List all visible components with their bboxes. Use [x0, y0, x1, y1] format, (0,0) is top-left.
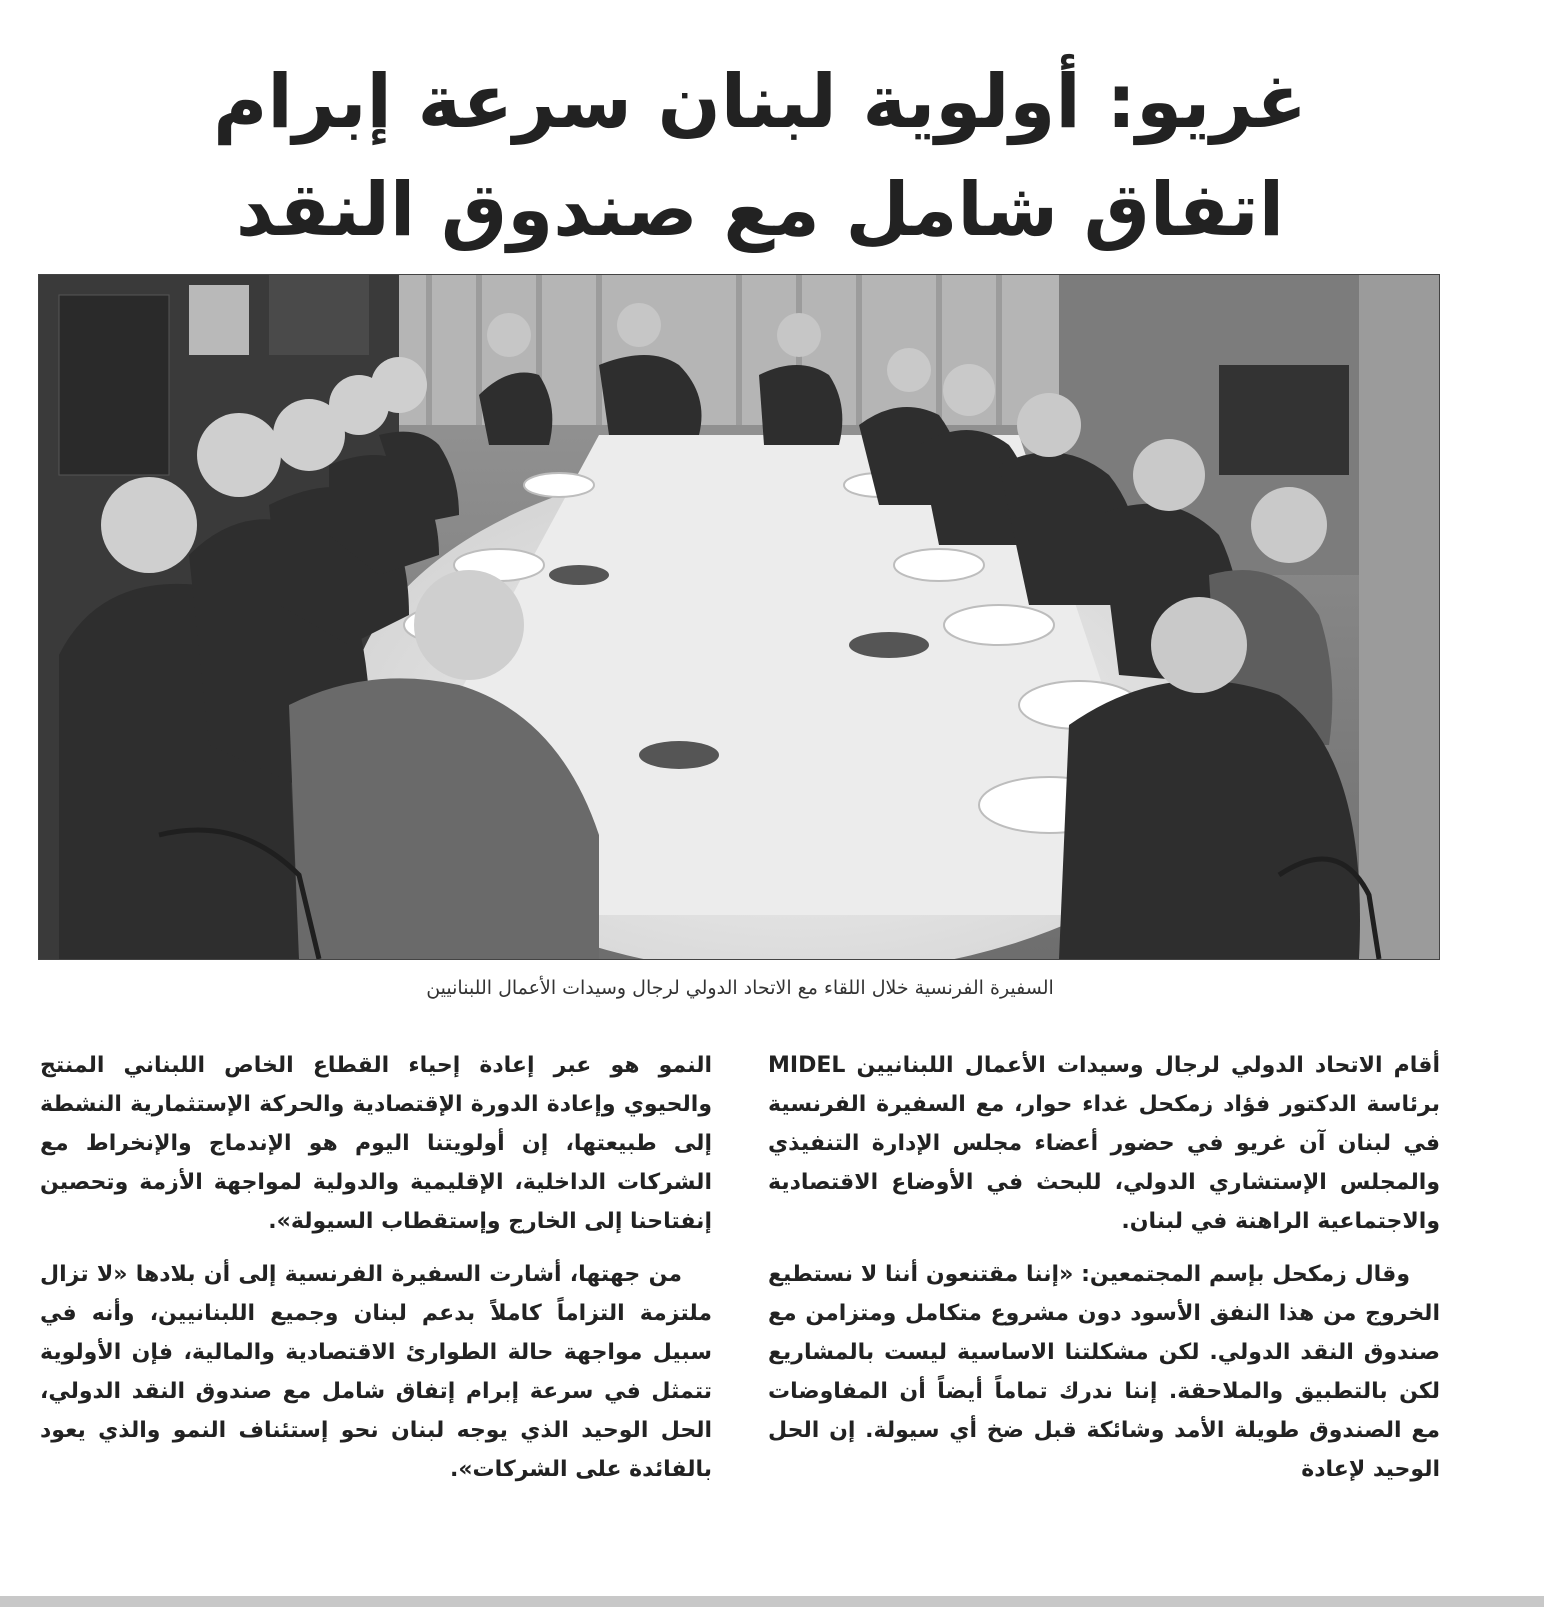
meeting-photo-illustration	[39, 275, 1439, 959]
headline-line-1: غريو: أولوية لبنان سرعة إبرام	[213, 59, 1307, 145]
headline	[40, 48, 1480, 264]
photo-caption: السفيرة الفرنسية خلال اللقاء مع الاتحاد الدولي لرجال وسيدات الأعمال اللبنانيين	[426, 977, 1054, 999]
article-column-right	[768, 1046, 1440, 1489]
article-paragraph: أقام الاتحاد الدولي لرجال وسيدات الأعمال اللبنانيين MIDEL برئاسة الدكتور فؤاد زمكحل غداء حوار، مع السفيرة الفرنسية في لبنان آن غريو في حضور أعضاء مجلس الإدارة التنفيذي والمجلس الإستشاري الدولي، للبحث في الأوضاع الاقتصادية والاجتماعية الراهنة في لبنان.	[768, 1053, 1440, 1234]
article-paragraph: النمو هو عبر إعادة إحياء القطاع الخاص اللبناني المنتج والحيوي وإعادة الدورة الإقتصادية والحركة الإستثمارية النشطة إلى طبيعتها، إن أولويتنا اليوم هو الإندماج والإنخراط مع الشركات الداخلية، الإقليمية والدولية لمواجهة الأزمة وتحصين إنفتاحنا إلى الخارج وإستقطاب السيولة».	[40, 1053, 712, 1234]
article-paragraph: من جهتها، أشارت السفيرة الفرنسية إلى أن بلادها «لا تزال ملتزمة التزاماً كاملاً بدعم لبنان وجميع اللبنانيين، وأنه في سبيل مواجهة حالة الطوارئ الاقتصادية والمالية، فإن الأولوية تتمثل في سرعة إبرام إتفاق شامل مع صندوق النقد الدولي، الحل الوحيد الذي يوجه لبنان نحو إستئناف النمو والذي يعود بالفائدة على الشركات».	[40, 1262, 712, 1482]
headline-line-2: اتفاق شامل مع صندوق النقد	[235, 167, 1285, 253]
page-bottom-rule	[0, 1596, 1544, 1607]
meeting-photo	[38, 274, 1440, 960]
article-column-left	[40, 1046, 712, 1489]
article-paragraph: وقال زمكحل بإسم المجتمعين: «إننا مقتنعون أننا لا نستطيع الخروج من هذا النفق الأسود دون مشروع متكامل ومتزامن مع صندوق النقد الدولي. لكن مشكلتنا الاساسية ليست بالمشاريع لكن بالتطبيق والملاحقة. إننا ندرك تماماً أيضاً أن المفاوضات مع الصندوق طويلة الأمد وشائكة قبل ضخ أي سيولة. إن الحل الوحيد لإعادة	[768, 1262, 1440, 1482]
